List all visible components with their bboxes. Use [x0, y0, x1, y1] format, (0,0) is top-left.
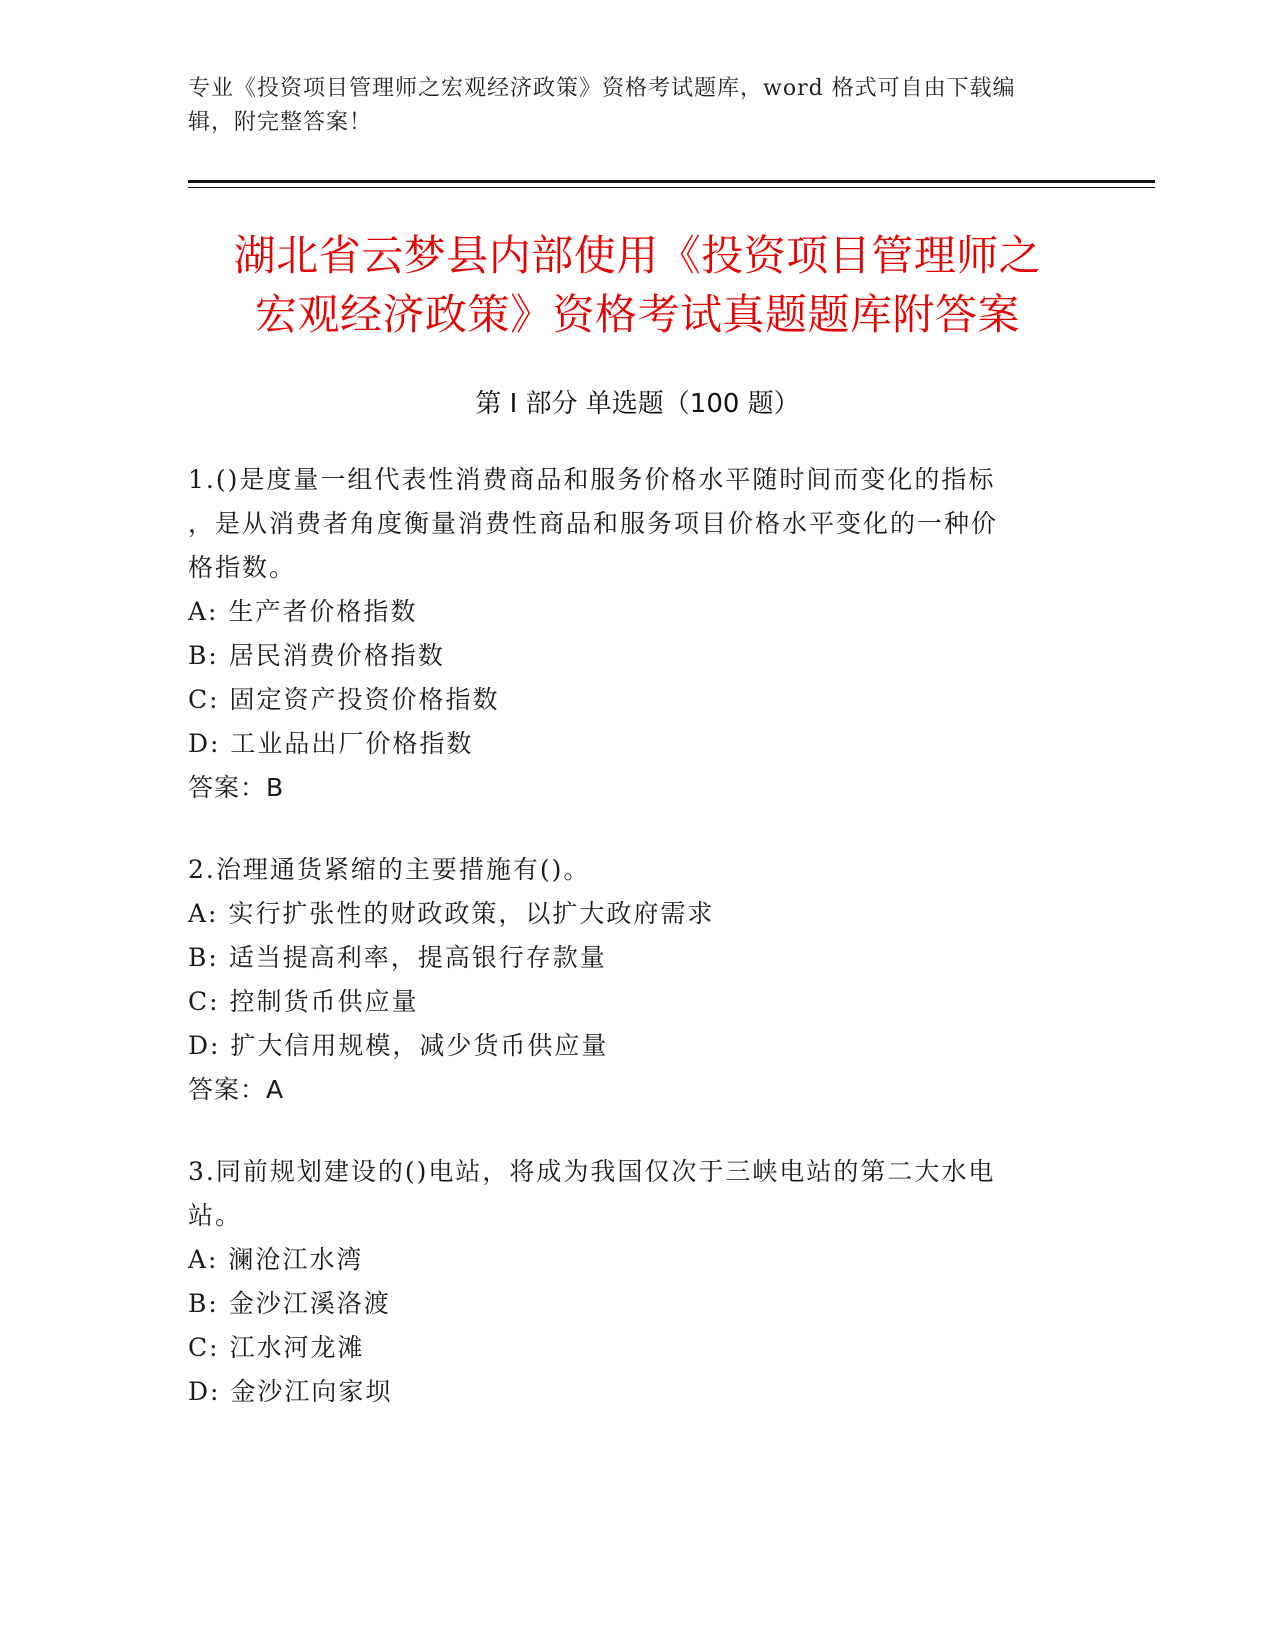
option-a: A: 生产者价格指数: [188, 597, 418, 626]
option-d: D: 金沙江向家坝: [188, 1377, 393, 1406]
header-note: [188, 72, 1068, 140]
option-a: A: 实行扩张性的财政政策，以扩大政府需求: [188, 899, 715, 928]
option-b: B: 居民消费价格指数: [188, 641, 445, 670]
question-stem-line: 1.()是度量一组代表性消费商品和服务价格水平随时间而变化的指标: [188, 465, 996, 494]
header-note-line-1: 专业《投资项目管理师之宏观经济政策》资格考试题库，word 格式可自由下载编: [188, 76, 1016, 101]
question-stem-line: ，是从消费者角度衡量消费性商品和服务项目价格水平变化的一种价: [188, 509, 999, 538]
option-b: B: 金沙江溪洛渡: [188, 1289, 391, 1318]
answer-label: 答案：B: [188, 773, 285, 802]
document-title: [150, 226, 1125, 344]
header-rule-thin: [188, 187, 1155, 188]
section-title: 第 I 部分 单选题（100 题）: [475, 389, 800, 419]
question-stem-line: 格指数。: [188, 553, 297, 582]
question-stem-line: 站。: [188, 1201, 243, 1230]
answer-label: 答案：A: [188, 1075, 285, 1104]
header-note-line-2: 辑，附完整答案！: [188, 110, 373, 135]
question-stem-line: 3.同前规划建设的()电站，将成为我国仅次于三峡电站的第二大水电: [188, 1157, 996, 1186]
document-title-line-2: 宏观经济政策》资格考试真题题库附答案: [254, 290, 1020, 339]
document-title-line-1: 湖北省云梦县内部使用《投资项目管理师之: [233, 231, 1042, 280]
option-c: C: 江水河龙滩: [188, 1333, 365, 1362]
option-b: B: 适当提高利率，提高银行存款量: [188, 943, 607, 972]
option-a: A: 澜沧江水湾: [188, 1245, 364, 1274]
option-c: C: 控制货币供应量: [188, 987, 419, 1016]
question-stem-line: 2.治理通货紧缩的主要措施有()。: [188, 855, 591, 884]
header-rule-thick: [188, 180, 1155, 183]
option-d: D: 工业品出厂价格指数: [188, 729, 474, 758]
option-d: D: 扩大信用规模，减少货币供应量: [188, 1031, 609, 1060]
option-c: C: 固定资产投资价格指数: [188, 685, 500, 714]
